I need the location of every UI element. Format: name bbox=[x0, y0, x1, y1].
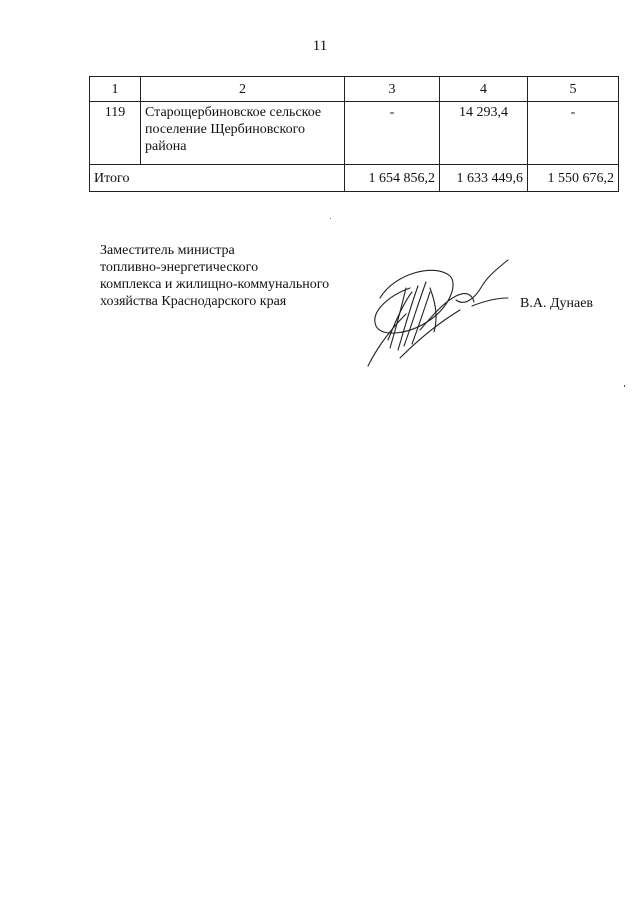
row-value-3: - bbox=[345, 102, 440, 165]
signer-title-line: Заместитель министра bbox=[100, 243, 235, 258]
scan-speck bbox=[624, 385, 625, 387]
total-value-3: 1 654 856,2 bbox=[345, 165, 440, 192]
budget-table bbox=[89, 76, 619, 192]
signer-title-line: топливно-энергетического bbox=[100, 260, 259, 275]
total-row bbox=[90, 165, 619, 192]
total-value-5: 1 550 676,2 bbox=[528, 165, 619, 192]
table-row bbox=[90, 102, 619, 165]
table-header-cell: 2 bbox=[141, 77, 345, 102]
total-value-4: 1 633 449,6 bbox=[440, 165, 528, 192]
table-header-cell: 3 bbox=[345, 77, 440, 102]
row-value-4: 14 293,4 bbox=[440, 102, 528, 165]
table-header-cell: 1 bbox=[90, 77, 141, 102]
page-number: 11 bbox=[312, 38, 328, 54]
signer-title bbox=[100, 242, 329, 310]
table-header-cell: 4 bbox=[440, 77, 528, 102]
signer-title-line: хозяйства Краснодарского края bbox=[100, 294, 287, 309]
table-header-cell: 5 bbox=[528, 77, 619, 102]
row-value-5: - bbox=[528, 102, 619, 165]
signer-title-line: комплекса и жилищно-коммунального bbox=[100, 277, 330, 292]
table-header-row bbox=[90, 77, 619, 102]
row-name: Старощербиновское сельское поселение Щербиновского района bbox=[141, 102, 345, 165]
scan-speck bbox=[330, 218, 331, 219]
signer-name: В.А. Дунаев bbox=[520, 296, 594, 311]
row-number: 119 bbox=[90, 102, 141, 165]
total-label: Итого bbox=[90, 165, 345, 192]
handwritten-signature bbox=[360, 258, 520, 370]
